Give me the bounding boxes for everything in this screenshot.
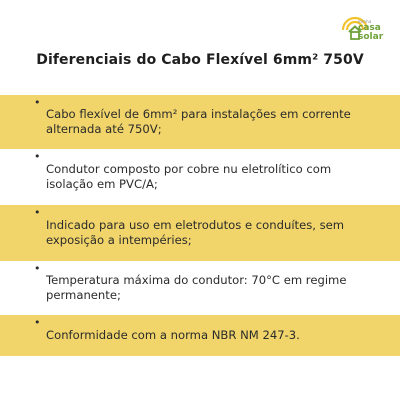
bullet-icon: •	[34, 96, 41, 109]
logo-line-2: solar	[358, 31, 384, 42]
features-list	[0, 95, 400, 356]
logo-small-text: minha	[358, 19, 372, 24]
bullet-icon: •	[34, 206, 41, 219]
logo-line-1: casa	[358, 23, 381, 33]
list-item-text: Conformidade com a norma NBR NM 247-3.	[46, 328, 300, 342]
brand-logo	[340, 10, 388, 46]
bullet-icon: •	[34, 316, 41, 329]
page-title: Diferenciais do Cabo Flexível 6mm² 750V	[36, 52, 364, 68]
list-item	[0, 315, 400, 356]
list-item	[0, 95, 400, 149]
list-item	[0, 205, 400, 261]
bullet-icon: •	[34, 262, 41, 275]
list-item-text: Condutor composto por cobre nu eletrolítico com isolação em PVC/A;	[46, 162, 332, 191]
list-item-text: Indicado para uso em eletrodutos e conduítes, sem exposição a intempéries;	[46, 218, 345, 247]
list-item	[0, 261, 400, 315]
list-item-text: Temperatura máxima do condutor: 70°C em regime permanente;	[46, 273, 347, 302]
bullet-icon: •	[34, 150, 41, 163]
list-item	[0, 149, 400, 205]
list-item-text: Cabo flexível de 6mm² para instalações em corrente alternada até 750V;	[46, 107, 351, 136]
